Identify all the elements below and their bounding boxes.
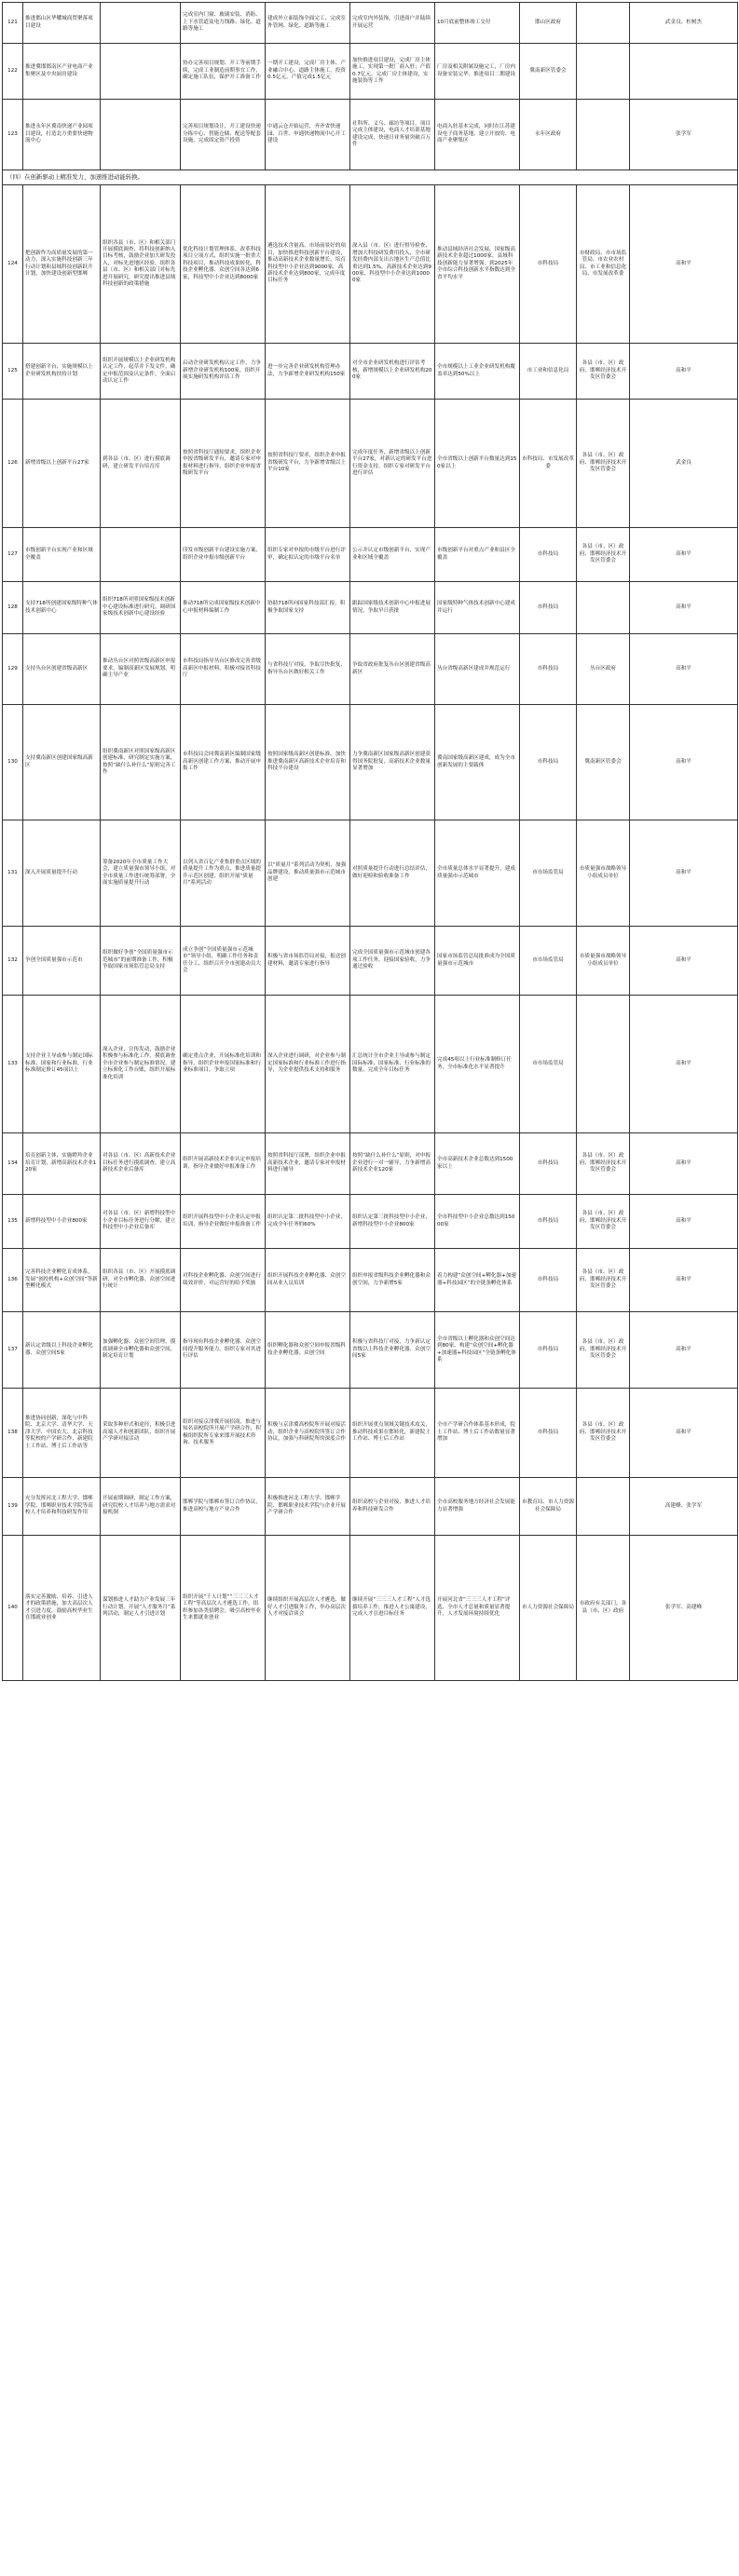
leader-cell: 高和平 [630, 996, 738, 1133]
row-number: 136 [3, 1249, 23, 1312]
cooperating-unit-cell: 各县（市、区）政府、邯郸经济技术开发区管委会 [577, 528, 630, 582]
leader-cell: 高和平 [630, 344, 738, 400]
cooperating-unit-cell: 各县（市、区）政府、邯郸经济技术开发区管委会 [577, 1195, 630, 1249]
table-row [3, 344, 738, 400]
table-row [3, 1536, 738, 1681]
cooperating-unit-cell: 各县（市、区）政府、邯郸经济技术开发区管委会 [577, 1249, 630, 1312]
measures-cell: 组织各县（市、区）和相关部门开展摸底调查，将科技创新纳入目标考核，鼓励企业加大研发投入，对标先进地区经验，组织各县（市、区）和相关部门对标先进开展研究，研究提出推进县域科技创新的政策措施 [101, 185, 181, 344]
target-2025-cell: 着力构建“众创空间+孵化器+加速器+科技园区”的全链条孵化体系 [435, 1249, 520, 1312]
measures-cell: 采取多种形式和途径，积极引进高端人才和创新团队，组织开展产学研对接活动 [101, 1389, 181, 1478]
target-2020-cell: 完成室内门窗、玻璃安装、消防、上下水管道及电力线路、绿化、道路等施工 [181, 3, 266, 44]
table-row [3, 44, 738, 100]
target-2025-cell: 全市科技型中小企业总数达到15000家 [435, 1195, 520, 1249]
target-2021-cell: 按照国家级高新区创建标准，加快推进冀南新区高新技术企业培育和科技平台建设 [266, 705, 350, 820]
responsible-unit-cell: 市工业和信息化局 [520, 344, 577, 400]
measures-cell: 开展前期调研，制定工作方案，研究院校人才培养与地方需求对接机制 [101, 1478, 181, 1536]
target-2020-cell: 推动718所完成国家级技术创新中心申报材料编制工作 [181, 582, 266, 634]
measures-cell: 筹备2020年全市质量工作大会，建立质量强市领导小组，对全市质量工作进行统筹部署，全面实施质量提升行动 [101, 820, 181, 927]
responsible-unit-cell: 市科技局、市发展改革委 [520, 400, 577, 528]
table-row [3, 528, 738, 582]
row-number: 128 [3, 582, 23, 634]
row-number: 138 [3, 1389, 23, 1478]
measures-cell: 组织做好争创“全国质量强市示范城市”的前期准备工作，积极争取国家市场监管总局支持 [101, 927, 181, 996]
leader-cell [630, 44, 738, 100]
target-2020-cell: 成立争创“全国质量强市示范城市”领导小组，明确工作任务和责任分工，组织召开全市创建动员大会 [181, 927, 266, 996]
leader-cell: 高和平 [630, 1195, 738, 1249]
responsible-unit-cell: 市科技局 [520, 582, 577, 634]
target-2021-cell: 协助718所向国家科技部汇报，积极争取国家支持 [266, 582, 350, 634]
target-2022-cell: 积极与省科技厅对接，力争新认定省级以上科技企业孵化器、众创空间5家 [350, 1312, 435, 1389]
target-2021-cell: 一期开工建设，完成厂房主体、产业融合中心、道路主体施工，投资0.5亿元，产值完成1.5亿元 [266, 44, 350, 100]
row-number: 129 [3, 634, 23, 705]
target-2020-cell: 完善项目规划设计，开工建设快递分拣中心、智能仓储、配送等配套设施，完成固定资产投资 [181, 100, 266, 170]
responsible-unit-cell: 市科技局 [520, 1133, 577, 1195]
target-2025-cell: 市级创新平台对重点产业和县区全覆盖 [435, 528, 520, 582]
table-row [3, 820, 738, 927]
table-row [3, 185, 738, 344]
target-2025-cell: 完成45项以上行业标准制修订任务，全市标准化水平显著提升 [435, 996, 520, 1133]
target-2020-cell: 启动企业研发机构认定工作，力争新增企业研发机构100家，组织开展实施研发机构评估工作 [181, 344, 266, 400]
responsible-unit-cell: 市人力资源社会保障局 [520, 1536, 577, 1681]
target-2025-cell: 国家级特种气体技术创新中心建成并运行 [435, 582, 520, 634]
target-2020-cell: 优化科技计划管理体系，改革科技项目立项方式，组织实施一批重大科技项目，推动科技成果转化，科技企业孵化器、众创空间各达到6家，科技型中小企业达到8000家 [181, 185, 266, 344]
leader-cell: 高和平 [630, 927, 738, 996]
target-2021-cell: 组织认定第二批科技型中小企业，完成全年任务的60% [266, 1195, 350, 1249]
cooperating-unit-cell: 丛台区政府 [577, 634, 630, 705]
target-2025-cell: 开展河北省“三三三人才工程”评选，全市人才总量和质量显著提升，人才发展环境持续优化 [435, 1536, 520, 1681]
responsible-unit-cell: 邯山区政府 [520, 3, 577, 44]
target-2022-cell: 力争冀南新区国家级高新区创建获得国务院批复，高新技术企业数量显著增加 [350, 705, 435, 820]
measures-cell: 组织冀南新区对照国家级高新区创建标准，研究制定实施方案，按照“缺什么补什么”原则完善工作 [101, 705, 181, 820]
target-2020-cell: 组织开展科技型中小企业认定申报培训，指导企业做好申报准备工作 [181, 1195, 266, 1249]
target-2022-cell: 汇总统计全市企业主导或参与制定国际标准、国家标准、行业标准的数量，完成全年目标任务 [350, 996, 435, 1133]
measures-cell [101, 528, 181, 582]
target-2025-cell: 全市省级以上创新平台数量达到150家以上 [435, 400, 520, 528]
target-2025-cell: 推动县域经济社会发展，国家级高新技术企业超过1000家，县域科技创新能力显著增强，到2025年全市综合科技创新水平指数达到全省平均水平 [435, 185, 520, 344]
table-row [3, 100, 738, 170]
target-2020-cell: 市科技局指导丛台区修改完善省级高新区申报材料，积极对接省科技厅 [181, 634, 266, 705]
measures-cell: 对各县（市、区）新增科技型中小企业目标任务进行分解，建立科技型中小企业后备库 [101, 1195, 181, 1249]
task-cell: 争创全国质量强市示范市 [23, 927, 101, 996]
responsible-unit-cell: 市科技局 [520, 1195, 577, 1249]
table-row [3, 1249, 738, 1312]
target-2020-cell: 市科技局会同冀南新区编制国家级高新区创建工作方案，推动开展申报工作 [181, 705, 266, 820]
row-number: 139 [3, 1478, 23, 1536]
responsible-unit-cell: 永年区政府 [520, 100, 577, 170]
task-cell: 支持丛台区创建省级高新区 [23, 634, 101, 705]
target-2025-cell: 全市省级以上孵化器和众创空间达到80家，构建“众创空间+孵化器+加速器+科技园区”全链条孵化体系 [435, 1312, 520, 1389]
target-2022-cell: 按照“缺什么补什么”原则，对申报企业进行一对一辅导，力争新增高新技术企业120家 [350, 1133, 435, 1195]
task-cell: 推进永年区冀南快递产业园项目建设，打造北方重要快递物流中心 [23, 100, 101, 170]
cooperating-unit-cell: 各县（市、区）政府、邯郸经济技术开发区管委会 [577, 400, 630, 528]
leader-cell: 高和平 [630, 1133, 738, 1195]
table-row [3, 1133, 738, 1195]
target-2021-cell: 组织孵化器和众创空间申报省级科技企业孵化器、众创空间 [266, 1312, 350, 1389]
task-cell: 完善科技企业孵化育成体系，发展“创投机构+众创空间”等新型孵化模式 [23, 1249, 101, 1312]
target-2025-cell: 国家市场监管总局批准成为全国质量强市示范城市 [435, 927, 520, 996]
row-number: 132 [3, 927, 23, 996]
leader-cell: 高和平 [630, 185, 738, 344]
table-row [3, 400, 738, 528]
target-2022-cell: 社科所、义乌、廊坊等项目，项目完成主体建设，电商人才培训基地建设完成，快递日业务量突破百万件 [350, 100, 435, 170]
responsible-unit-cell: 市教育局、市人力资源社会保障局 [520, 1478, 577, 1536]
row-number: 135 [3, 1195, 23, 1249]
target-2021-cell: 组织开展科技企业孵化器、众创空间从业人员培训 [266, 1249, 350, 1312]
work-plan-table [2, 2, 738, 1681]
task-cell: 深入开展质量提升行动 [23, 820, 101, 927]
leader-cell: 高和平 [630, 820, 738, 927]
leader-cell: 高和平 [630, 528, 738, 582]
responsible-unit-cell: 市市场监管局 [520, 996, 577, 1133]
responsible-unit-cell: 市科技局 [520, 705, 577, 820]
cooperating-unit-cell: 市质量强市战略领导小组成员单位 [577, 927, 630, 996]
cooperating-unit-cell: 各县（市、区）政府、邯郸经济技术开发区管委会 [577, 1389, 630, 1478]
table-body-top [3, 3, 738, 170]
target-2020-cell: 确定重点企业，开展标准化培训和指导，组织企业申报国家标准和行业标准项目，争取立项 [181, 996, 266, 1133]
task-cell: 推进邯山区华耀城商贸聚落项目建设 [23, 3, 101, 44]
target-2022-cell: 对全市企业研发机构进行评估考核，新增规模以上企业研发机构200家 [350, 344, 435, 400]
target-2022-cell: 公示并认定市级创新平台，实现产业和区域全覆盖 [350, 528, 435, 582]
task-cell: 把创新作为高质量发展的第一动力，深入实施科技创新三年行动计划和县域科技创新跃升计划，加快建设创新型邯郸 [23, 185, 101, 344]
target-2025-cell: 厂房及相关附属设施完工，厂房内设备安装完毕，推进项目二期建设 [435, 44, 520, 100]
task-cell: 支持冀南新区创建国家级高新区 [23, 705, 101, 820]
target-2021-cell: 与省科技厅对接，争取尽快批复，指导丛台区做好相关工作 [266, 634, 350, 705]
leader-cell: 高和平 [630, 705, 738, 820]
row-number: 137 [3, 1312, 23, 1389]
task-cell: 支持718所创建国家级特种气体技术创新中心 [23, 582, 101, 634]
leader-cell: 高和平 [630, 1249, 738, 1312]
measures-cell: 加强孵化器、众创空间管理，摸底调研全市孵化器和众创空间，制定培育计划 [101, 1312, 181, 1389]
target-2021-cell: 积极推进河北工程大学、邯郸学院、邯郸职业技术学院与企业开展产学研合作 [266, 1478, 350, 1536]
target-2022-cell: 深入县（市、区）进行督导检查，增加大科技研发费用投入，全市研发经费内部支出占地区生产总值比重达到1.5%，高新技术企业达到900家，科技型中小企业达到10000家 [350, 185, 435, 344]
target-2021-cell: 深入企业进行调研，对企业参与制定国家标准和行业标准工作进行指导，为企业提供技术支持和服务 [266, 996, 350, 1133]
responsible-unit-cell: 冀南新区管委会 [520, 44, 577, 100]
target-2022-cell: 完成年度任务，新增省级以上创新平台27家，对新认定的研发平台进行资金支持，组织专家对研发平台进行评估 [350, 400, 435, 528]
cooperating-unit-cell: 市财政局、市市场监管局、市农业农村局、市工业和信息化局、市发展改革委 [577, 185, 630, 344]
table-row [3, 927, 738, 996]
task-cell: 市级创新平台实现产业和区域全覆盖 [23, 528, 101, 582]
target-2022-cell: 完成全国质量强市示范城市创建各项工作任务，迎接国家验收，力争通过验收 [350, 927, 435, 996]
table-row [3, 1312, 738, 1389]
target-2025-cell: 全市高新技术企业总数达到1500家以上 [435, 1133, 520, 1195]
row-number: 123 [3, 100, 23, 170]
target-2022-cell: 继续开展“三三三人才工程”人才选拔培养工作，推进人才公寓建设，完成人才引进目标任务 [350, 1536, 435, 1681]
table-body-bottom [3, 185, 738, 1681]
target-2021-cell: 按照省科技厅要求，组织企业申报省级研发平台，力争新增省级以上平台10家 [266, 400, 350, 528]
table-row [3, 705, 738, 820]
row-number: 127 [3, 528, 23, 582]
leader-cell: 高和平 [630, 1312, 738, 1389]
row-number: 121 [3, 3, 23, 44]
target-2021-cell: 继续组织开展高层次人才遴选，做好人才引进服务工作，举办高层次人才对接洽谈会 [266, 1536, 350, 1681]
responsible-unit-cell: 市科技局 [520, 185, 577, 344]
row-number: 130 [3, 705, 23, 820]
target-2022-cell: 对照质量提升行动进行总结评估，做好迎检和验收准备工作 [350, 820, 435, 927]
row-number: 126 [3, 400, 23, 528]
leader-cell: 高和平 [630, 634, 738, 705]
task-cell: 落实完善激励、培养、引进人才的政策措施，加大高层次人才引进力度，鼓励高校毕业生在邯就业创业 [23, 1536, 101, 1681]
table-row [3, 3, 738, 44]
target-2022-cell: 争取省政府批复丛台区创建省级高新区 [350, 634, 435, 705]
target-2021-cell: 按照省科技厅部署，组织企业申报高新技术企业，邀请专家对申报材料进行辅导 [266, 1133, 350, 1195]
leader-cell: 张学军 [630, 100, 738, 170]
section-header [3, 170, 738, 185]
target-2022-cell: 完成室内外装饰，引进商户并陆续开展运营 [350, 3, 435, 44]
measures-cell: 组织开展规模以上企业研发机构认定工作，起草并下发文件，确定申报范围及认定条件，全面启动认定工作 [101, 344, 181, 400]
measures-cell: 深入企业，宣传发动，鼓励企业积极参与标准化工作，摸底调查全市企业参与制定标准情况，建立标准化工作台账，组织开展标准化培训 [101, 996, 181, 1133]
row-number: 125 [3, 344, 23, 400]
target-2020-cell: 协办完善项目规划、开工等前期手续，完成工业制造前期事宜工作，确定施工队伍，保护开工准备工作 [181, 44, 266, 100]
target-2022-cell: 加快推进项目建设，完成厂房主体施工，实现第一批厂商入驻；产值0.7亿元，完成厂房主体建设，实施装饰等工作 [350, 44, 435, 100]
target-2025-cell: 10月底前整体竣工交付 [435, 3, 520, 44]
task-cell: 充分发挥河北工程大学、邯郸学院、邯郸职业技术学院等高校人才培养和科技研发作用 [23, 1478, 101, 1536]
task-cell: 推进协同创新，深化与中科院、北京大学、清华大学、天津大学、中国农大、北京科技等院校的产学研合作，新建院士工作站、博士后工作站等 [23, 1389, 101, 1478]
cooperating-unit-cell: 各县（市、区）政府、邯郸经济技术开发区管委会 [577, 1312, 630, 1389]
row-number: 124 [3, 185, 23, 344]
cooperating-unit-cell [577, 44, 630, 100]
leader-cell: 高建峰、张学军 [630, 1478, 738, 1536]
measures-cell: 组织718所对照国家级技术创新中心建设标准进行研究，调研国家级技术创新中心建设经验 [101, 582, 181, 634]
measures-cell [101, 100, 181, 170]
leader-cell: 高和平 [630, 1389, 738, 1478]
task-cell: 支持企业主导或参与制定国际标准、国家和行业标准，行业标准制定修订45项以上 [23, 996, 101, 1133]
target-2025-cell: 冀南国家级高新区建成，成为全市创新发展的主要载体 [435, 705, 520, 820]
target-2022-cell: 组织申报省级科技企业孵化器和众创空间，力争新增5家 [350, 1249, 435, 1312]
leader-cell: 武金良、杜树杰 [630, 3, 738, 44]
target-2021-cell: 积极与京津冀高校院所开展对接活动，组织企业与高校院所签订合作协议，加强与科研院所的深度合作 [266, 1389, 350, 1478]
task-cell: 新认定省级以上科技企业孵化器、众创空间5家 [23, 1312, 101, 1389]
target-2020-cell: 邯郸学院与邯郸市签订合作协议，推进高校与地方产业合作 [181, 1478, 266, 1536]
target-2025-cell: 电商入驻基本完成，同时在江苏建设电子商务基地，建立开放的、电商产业聚集区 [435, 100, 520, 170]
target-2025-cell: 全市高校服务地方经济社会发展能力显著增强 [435, 1478, 520, 1536]
target-2021-cell: 积极与省市场监管局对接，报送创建材料，邀请专家进行指导 [266, 927, 350, 996]
task-cell: 培育创新主体，实施瞪羚企业培育计划，新增高新技术企业120家 [23, 1133, 101, 1195]
cooperating-unit-cell [577, 582, 630, 634]
target-2022-cell: 跟踪国家级技术创新中心申报进展情况，争取早日获批 [350, 582, 435, 634]
row-number: 122 [3, 44, 23, 100]
measures-cell: 到各县（市、区）进行摸底调研，建立研发平台培育库 [101, 400, 181, 528]
cooperating-unit-cell [577, 100, 630, 170]
target-2020-cell: 指导现有科技企业孵化器、众创空间提升服务能力，组织专家对其进行评估 [181, 1312, 266, 1389]
target-2021-cell: 遴选技术含量高、市场前景好的项目，加快推进科技创新平台建设，推动高新技术企业数量增长，培育科技型中小企业达到9000家，高新技术企业达到800家，完成年度目标任务 [266, 185, 350, 344]
target-2025-cell: 全市规模以上工业企业研发机构覆盖率达到50%以上 [435, 344, 520, 400]
responsible-unit-cell: 市市场监管局 [520, 927, 577, 996]
table-row [3, 582, 738, 634]
table-row [3, 996, 738, 1133]
target-2021-cell: 中通云仓开始运营，齐齐省快递园、百世、申通快递物流中心开工建设 [266, 100, 350, 170]
cooperating-unit-cell: 市质量强市战略领导小组成员单位 [577, 820, 630, 927]
table-row [3, 1478, 738, 1536]
target-2020-cell: 组织开展“千人计划”“三三三人才工程”等高层次人才遴选工作，组织参加各类招聘会，吸引高校毕业生来邯就业创业 [181, 1536, 266, 1681]
target-2020-cell: 印发市级创新平台建设实施方案，组织企业申报市级创新平台 [181, 528, 266, 582]
section-title: （四）在创新驱动上精准发力，加速推进动能转换。 [3, 170, 738, 185]
target-2020-cell: 按照省科技厅通知要求，组织企业申报省级研发平台，邀请专家对申报材料进行指导，组织企业申报省级研发平台 [181, 400, 266, 528]
responsible-unit-cell: 市科技局 [520, 528, 577, 582]
row-number: 133 [3, 996, 23, 1133]
target-2022-cell: 组织开展重点领域关键技术攻关，推动科技成果在邯转化，新建院士工作站、博士后工作站 [350, 1389, 435, 1478]
task-cell: 新增省级以上创新平台27家 [23, 400, 101, 528]
measures-cell [101, 3, 181, 44]
target-2021-cell: 建成外立面装饰全面完工，完成室外管网、绿化、道路等施工 [266, 3, 350, 44]
cooperating-unit-cell [577, 3, 630, 44]
measures-cell [101, 44, 181, 100]
target-2021-cell: 进一步完善企业研发机构管理办法，力争新增企业研发机构150家 [266, 344, 350, 400]
cooperating-unit-cell: 市政府有关部门，各县（市、区）政府 [577, 1536, 630, 1681]
target-2025-cell: 丛台省级高新区建成并规范运行 [435, 634, 520, 705]
measures-cell: 推动丛台区对照省级高新区申报要求，编制高新区发展规划，明确主导产业 [101, 634, 181, 705]
cooperating-unit-cell [577, 996, 630, 1133]
responsible-unit-cell: 市科技局 [520, 1389, 577, 1478]
target-2025-cell: 全市产学研合作体系基本形成，院士工作站、博士后工作站数量显著增加 [435, 1389, 520, 1478]
task-cell: 搭建创新平台，实施规模以上企业研发机构扶持计划 [23, 344, 101, 400]
leader-cell: 张学军、高建峰 [630, 1536, 738, 1681]
responsible-unit-cell: 市市场监管局 [520, 820, 577, 927]
table-row [3, 1195, 738, 1249]
row-number: 131 [3, 820, 23, 927]
cooperating-unit-cell: 各县（市、区）政府、邯郸经济技术开发区管委会 [577, 1133, 630, 1195]
cooperating-unit-cell: 各县（市、区）政府、邯郸经济技术开发区管委会 [577, 344, 630, 400]
cooperating-unit-cell: 冀南新区管委会 [577, 705, 630, 820]
row-number: 134 [3, 1133, 23, 1195]
responsible-unit-cell: 市科技局 [520, 1249, 577, 1312]
target-2021-cell: 以“质量月”系列活动为契机，加强品牌建设，推动质量强市示范城市创建 [266, 820, 350, 927]
target-2020-cell: 以列入省百亿产业集群重点区域的质量提升工作为重点，推进质量提升示范区创建，组织开展“质量月”系列活动 [181, 820, 266, 927]
table-row [3, 1389, 738, 1478]
measures-cell: 组织各县（市、区）开展摸底调研，对全市孵化器、众创空间进行统计 [101, 1249, 181, 1312]
work-plan-sheet [2, 2, 737, 1681]
row-number: 140 [3, 1536, 23, 1681]
target-2025-cell: 全市质量总体水平显著提升，建成质量强市示范城市 [435, 820, 520, 927]
target-2020-cell: 对科技企业孵化器、众创空间进行绩效评价，对运营好的给予奖励 [181, 1249, 266, 1312]
cooperating-unit-cell [577, 1478, 630, 1536]
leader-cell: 高和平 [630, 582, 738, 634]
measures-cell: 谋划推进人才助力产业发展三年行动计划，开展“人才服务月”系列活动，制定人才引进计划 [101, 1536, 181, 1681]
target-2021-cell: 组织专家对申报的市级平台进行评审，确定拟认定的市级平台名单 [266, 528, 350, 582]
target-2022-cell: 组织高校与企业对接，推进人才培养和科技研发合作 [350, 1478, 435, 1536]
responsible-unit-cell: 市科技局 [520, 634, 577, 705]
target-2020-cell: 组织开展高新技术企业认定申报培训，指导企业做好申报准备工作 [181, 1133, 266, 1195]
target-2020-cell: 组织对接京津冀开展招商，推进与知名高校院所开展产学研合作，积极组织院所专家来邯开展技术咨询、技术服务 [181, 1389, 266, 1478]
task-cell: 推进冀邯邯南区产业电商产业集聚区及中央厨房建设 [23, 44, 101, 100]
measures-cell: 对各县（市、区）高新技术企业目标任务进行摸底调查，建立高新技术企业后备库 [101, 1133, 181, 1195]
responsible-unit-cell: 市科技局 [520, 1312, 577, 1389]
leader-cell: 武金良 [630, 400, 738, 528]
table-row [3, 634, 738, 705]
target-2022-cell: 组织认定第三批科技型中小企业，新增科技型中小企业800家 [350, 1195, 435, 1249]
task-cell: 新增科技型中小企业800家 [23, 1195, 101, 1249]
